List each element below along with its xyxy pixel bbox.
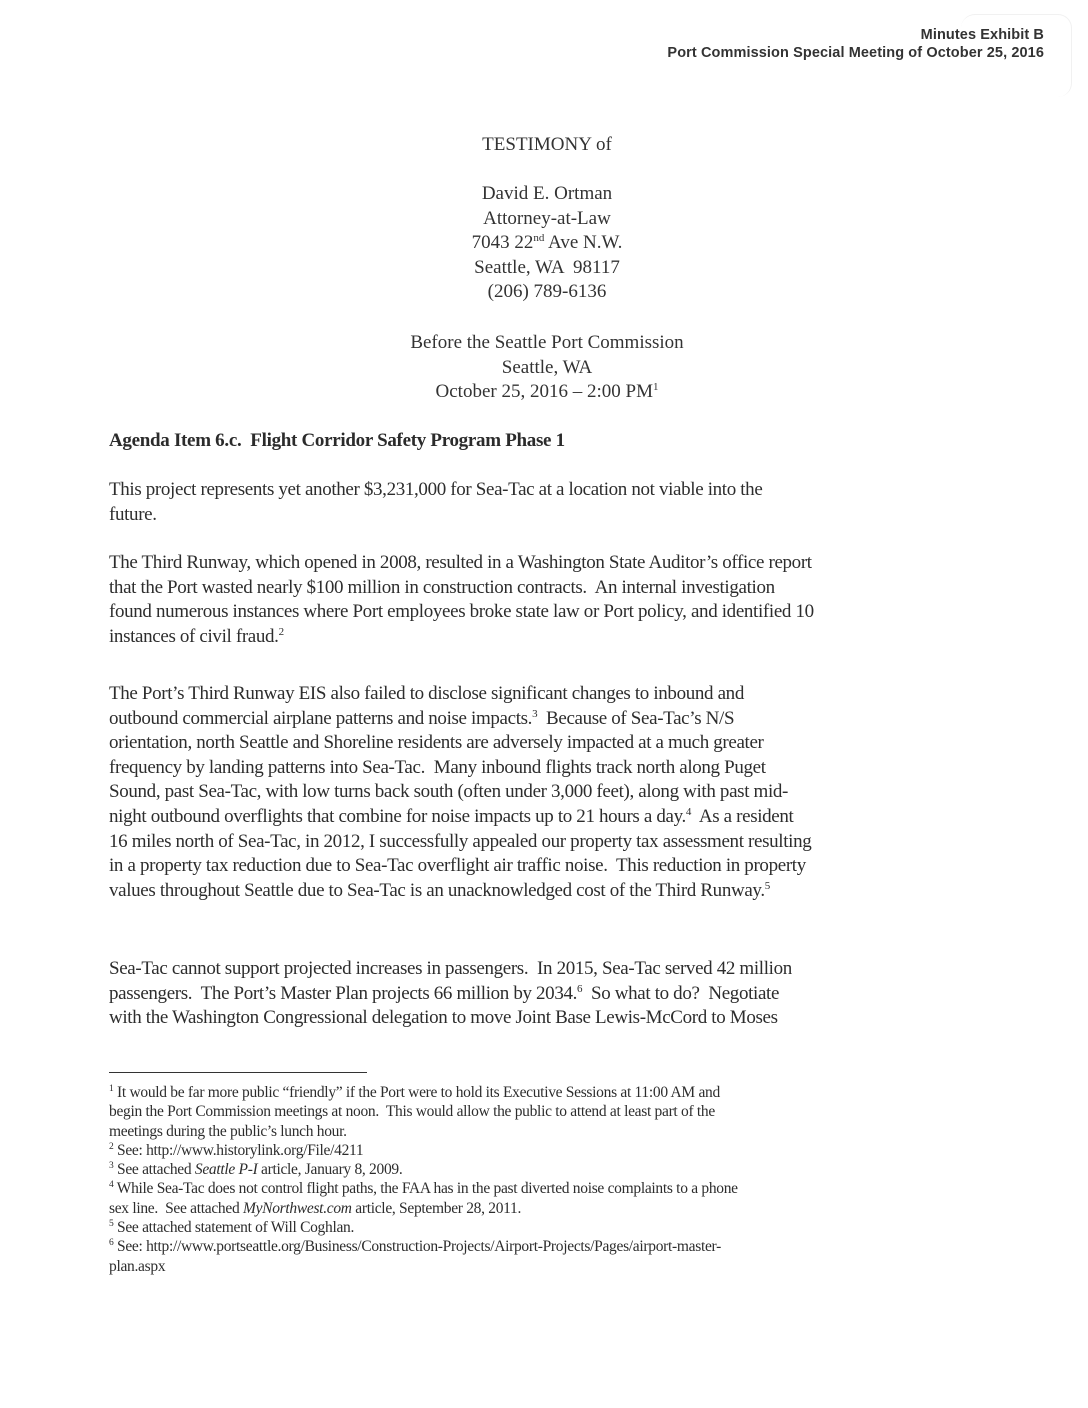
line-text: outbound commercial airplane patterns and noise impacts.: [109, 707, 533, 729]
paragraph-line: [109, 625, 959, 650]
author-phone: (206) 789-6136: [487, 281, 607, 302]
paragraph-project-cost: [109, 478, 959, 527]
line-text: instances of civil fraud.: [109, 625, 279, 647]
footnote-separator: [109, 1072, 367, 1073]
footnote-text: It would be far more public “friendly” if the Port were to hold its Executive Sessions at 11:00 AM and: [113, 1084, 720, 1101]
minutes-exhibit-stamp: [667, 26, 1044, 62]
paragraph-passenger-capacity: [109, 957, 959, 1031]
footnote-text: sex line. See attached: [109, 1199, 243, 1217]
paragraph-line: in a property tax reduction due to Sea-Tac overflight air traffic noise. This reduction in property: [109, 855, 806, 877]
footnote-ref-1: 1: [652, 381, 659, 393]
line-text: As a resident: [691, 805, 794, 827]
paragraph-third-runway: [109, 551, 959, 649]
footnote-number: 5: [109, 1219, 114, 1230]
author-city-zip: Seattle, WA 98117: [474, 256, 620, 278]
paragraph-line: 16 miles north of Sea-Tac, in 2012, I successfully appealed our property tax assessment resulting: [109, 830, 812, 852]
testimony-title-block: [0, 133, 1088, 158]
paragraph-line: [109, 879, 959, 904]
datetime-text: October 25, 2016 – 2:00 PM: [435, 381, 653, 402]
paragraph-line: future.: [109, 503, 157, 525]
publication-name: MyNorthwest.com: [242, 1199, 352, 1217]
author-address: [0, 231, 1088, 256]
line-text: values throughout Seattle due to Sea-Tac is an unacknowledged cost of the Third Runway.: [109, 879, 765, 901]
footnote-ref-6: 6: [577, 982, 583, 995]
footnote-link-portseattle-cont[interactable]: plan.aspx: [109, 1257, 166, 1275]
paragraph-line: with the Washington Congressional delegation to move Joint Base Lewis-McCord to Moses: [109, 1007, 778, 1029]
footnote-ref-5: 5: [764, 879, 770, 892]
author-role: Attorney-at-Law: [483, 207, 611, 229]
author-name: David E. Ortman: [481, 183, 613, 204]
venue-city: Seattle, WA: [501, 356, 593, 378]
paragraph-line: frequency by landing patterns into Sea-Tac. Many inbound flights track north along Puget: [109, 756, 766, 778]
footnote-ref-3: 3: [532, 707, 538, 720]
address-street: Ave N.W.: [544, 232, 623, 253]
line-text: night outbound overflights that combine for noise impacts up to 21 hours a day.: [109, 805, 686, 827]
paragraph-line: [109, 805, 959, 830]
footnote-text: See attached statement of Will Coghlan.: [113, 1219, 355, 1237]
footnote-text: article, January 8, 2009.: [257, 1161, 403, 1179]
footnote-number: 3: [109, 1161, 114, 1172]
venue-name: Before the Seattle Port Commission: [410, 332, 684, 353]
paragraph-line: found numerous instances where Port employees broke state law or Port policy, and identified 10: [109, 601, 814, 623]
footnote-5: [109, 1218, 929, 1237]
footnote-ref-2: 2: [278, 625, 284, 638]
footnote-ref-4: 4: [685, 805, 692, 818]
paragraph-line: Sound, past Sea-Tac, with low turns back south (often under 3,000 feet), along with past mid-: [109, 781, 789, 803]
paragraph-line: orientation, north Seattle and Shoreline residents are adversely impacted at a much greater: [109, 732, 764, 754]
footnote-3: [109, 1160, 929, 1179]
footnote-1: [109, 1083, 929, 1141]
line-text: passengers. The Port’s Master Plan projects 66 million by 2034.: [109, 982, 578, 1004]
paragraph-eis-noise: [109, 682, 959, 903]
agenda-item-heading: Agenda Item 6.c. Flight Corridor Safety Program Phase 1: [109, 430, 565, 451]
stamp-meeting-label: Port Commission Special Meeting of October 25, 2016: [667, 45, 1044, 61]
paragraph-line: [109, 982, 959, 1007]
footnote-text: See attached: [113, 1161, 195, 1179]
footnote-text: While Sea-Tac does not control flight paths, the FAA has in the past diverted noise complaints to a phone: [113, 1180, 738, 1198]
footnote-text: begin the Port Commission meetings at noon. This would allow the public to attend at least part of the: [109, 1103, 715, 1121]
meeting-datetime: [0, 380, 1088, 405]
paragraph-line: This project represents yet another $3,231,000 for Sea-Tac at a location not viable into the: [109, 479, 763, 500]
stamp-exhibit-label: Minutes Exhibit B: [920, 27, 1044, 43]
paragraph-line: The Port’s Third Runway EIS also failed to disclose significant changes to inbound and: [109, 683, 744, 704]
address-number: 7043 22: [471, 232, 534, 253]
paragraph-line: that the Port wasted nearly $100 million in construction contracts. An internal investigation: [109, 576, 775, 598]
footnote-2: [109, 1141, 929, 1160]
line-text: So what to do? Negotiate: [582, 982, 780, 1004]
footnote-number: 1: [109, 1084, 114, 1094]
footnote-text: meetings during the public’s lunch hour.: [109, 1122, 347, 1140]
publication-name: Seattle P-I: [194, 1161, 258, 1179]
footnote-6: [109, 1237, 929, 1276]
paragraph-line: The Third Runway, which opened in 2008, resulted in a Washington State Auditor’s office report: [109, 552, 812, 573]
footnote-number: 4: [109, 1180, 114, 1191]
paragraph-line: Sea-Tac cannot support projected increases in passengers. In 2015, Sea-Tac served 42 million: [109, 958, 792, 979]
footnote-number: 2: [109, 1141, 114, 1152]
address-ordinal: nd: [533, 232, 545, 244]
venue-block: [0, 331, 1088, 405]
footnote-number: 6: [109, 1238, 114, 1249]
author-block: [0, 182, 1088, 305]
footnote-text: article, September 28, 2011.: [351, 1199, 522, 1217]
testimony-title: TESTIMONY of: [482, 134, 612, 155]
paragraph-line: [109, 707, 959, 732]
footnote-link-historylink[interactable]: See: http://www.historylink.org/File/4211: [113, 1141, 364, 1159]
footnotes-section: [109, 1083, 929, 1276]
footnote-4: [109, 1179, 929, 1218]
footnote-link-portseattle[interactable]: See: http://www.portseattle.org/Business/Construction-Projects/Airport-Projects/Pages/airport-master-: [113, 1238, 721, 1256]
line-text: Because of Sea-Tac’s N/S: [537, 707, 735, 729]
